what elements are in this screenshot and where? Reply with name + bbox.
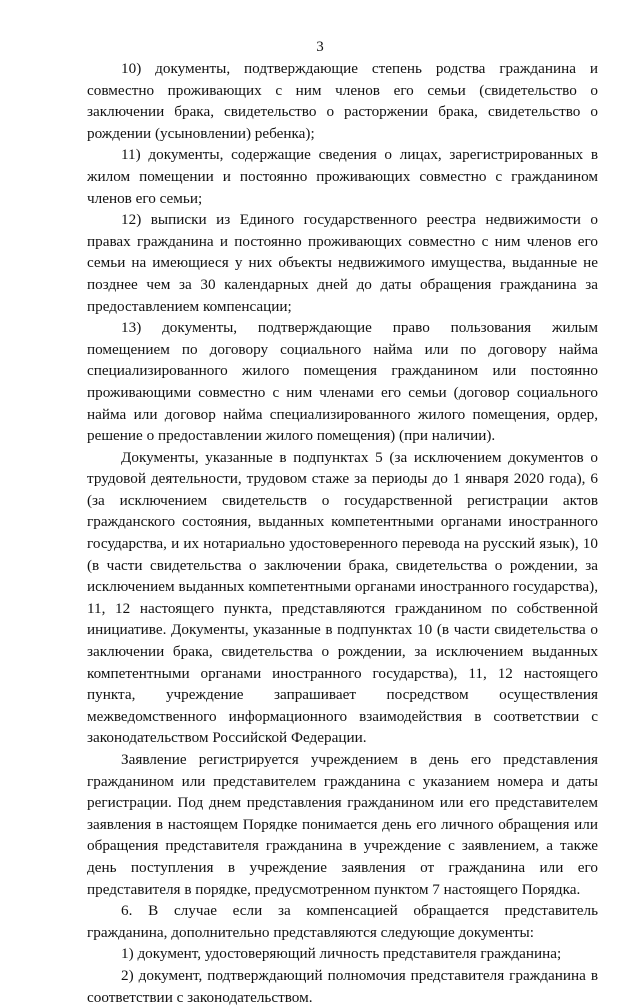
paragraph-item-11: 11) документы, содержащие сведения о лицах, зарегистрированных в жилом помещении и постоянно проживающих совместно с гражданином членов его семьи; bbox=[87, 146, 598, 207]
paragraph-section-6-item-2: 2) документ, подтверждающий полномочия представителя гражданина в соответствии с законодательством. bbox=[87, 966, 598, 1006]
paragraph-application-registration: Заявление регистрируется учреждением в день его представления гражданином или представителем гражданина с указанием номера и даты регистрации. Под днем представления гражданином или его представителем заявления в настоящем Порядке понимается день его личного обращения или обращения представителя гражданина в учреждение с заявлением, а также день поступления в учреждение заявления от гражданина или его представителя в порядке, предусмотренном пунктом 7 настоящего Порядка. bbox=[87, 751, 598, 898]
paragraph-item-10: 10) документы, подтверждающие степень родства гражданина и совместно проживающих с ним членов его семьи (свидетельство о заключении брака, свидетельство о расторжении брака, свидетельство о рождении (усыновлении) ребенка); bbox=[87, 60, 598, 142]
document-body bbox=[87, 58, 598, 1008]
paragraph-item-12: 12) выписки из Единого государственного реестра недвижимости о правах гражданина и постоянно проживающих совместно с ним членов его семьи на имеющиеся у них объекты недвижимого имущества, выданные не позднее чем за 30 календарных дней до даты обращения гражданина за предоставлением компенсации; bbox=[87, 211, 598, 315]
paragraph-section-6-item-1: 1) документ, удостоверяющий личность представителя гражданина; bbox=[121, 945, 562, 963]
page-number: 3 bbox=[316, 39, 324, 55]
paragraph-documents-submission: Документы, указанные в подпунктах 5 (за исключением документов о трудовой деятельности, трудовом стаже за периоды до 1 января 2020 года), 6 (за исключением свидетельств о государственной регистрации актов гражданского состояния, выданных компетентными органами иностранного государства, и их нотариально удостоверенного перевода на русский язык), 10 (в части свидетельства о заключении брака, свидетельства о рождении, за исключением выданных компетентными органами иностранного государства), 11, 12 настоящего пункта, представляются гражданином по собственной инициативе. Документы, указанные в подпунктах 10 (в части свидетельства о заключении брака, свидетельства о рождении, за исключением выданных компетентными органами иностранного государства), 11, 12 настоящего пункта, учреждение запрашивает посредством осуществления межведомственного информационного взаимодействия в соответствии с законодательством Российской Федерации. bbox=[87, 448, 598, 747]
paragraph-section-6: 6. В случае если за компенсацией обращается представитель гражданина, дополнительно представляются следующие документы: bbox=[87, 902, 598, 941]
paragraph-item-13: 13) документы, подтверждающие право пользования жилым помещением по договору социального найма или по договору найма специализированного жилого помещения гражданином или постоянно проживающими совместно с ним членами его семьи (договор социального найма или договор найма специализированного жилого помещения, ордер, решение о предоставлении жилого помещения) (при наличии). bbox=[87, 319, 598, 445]
